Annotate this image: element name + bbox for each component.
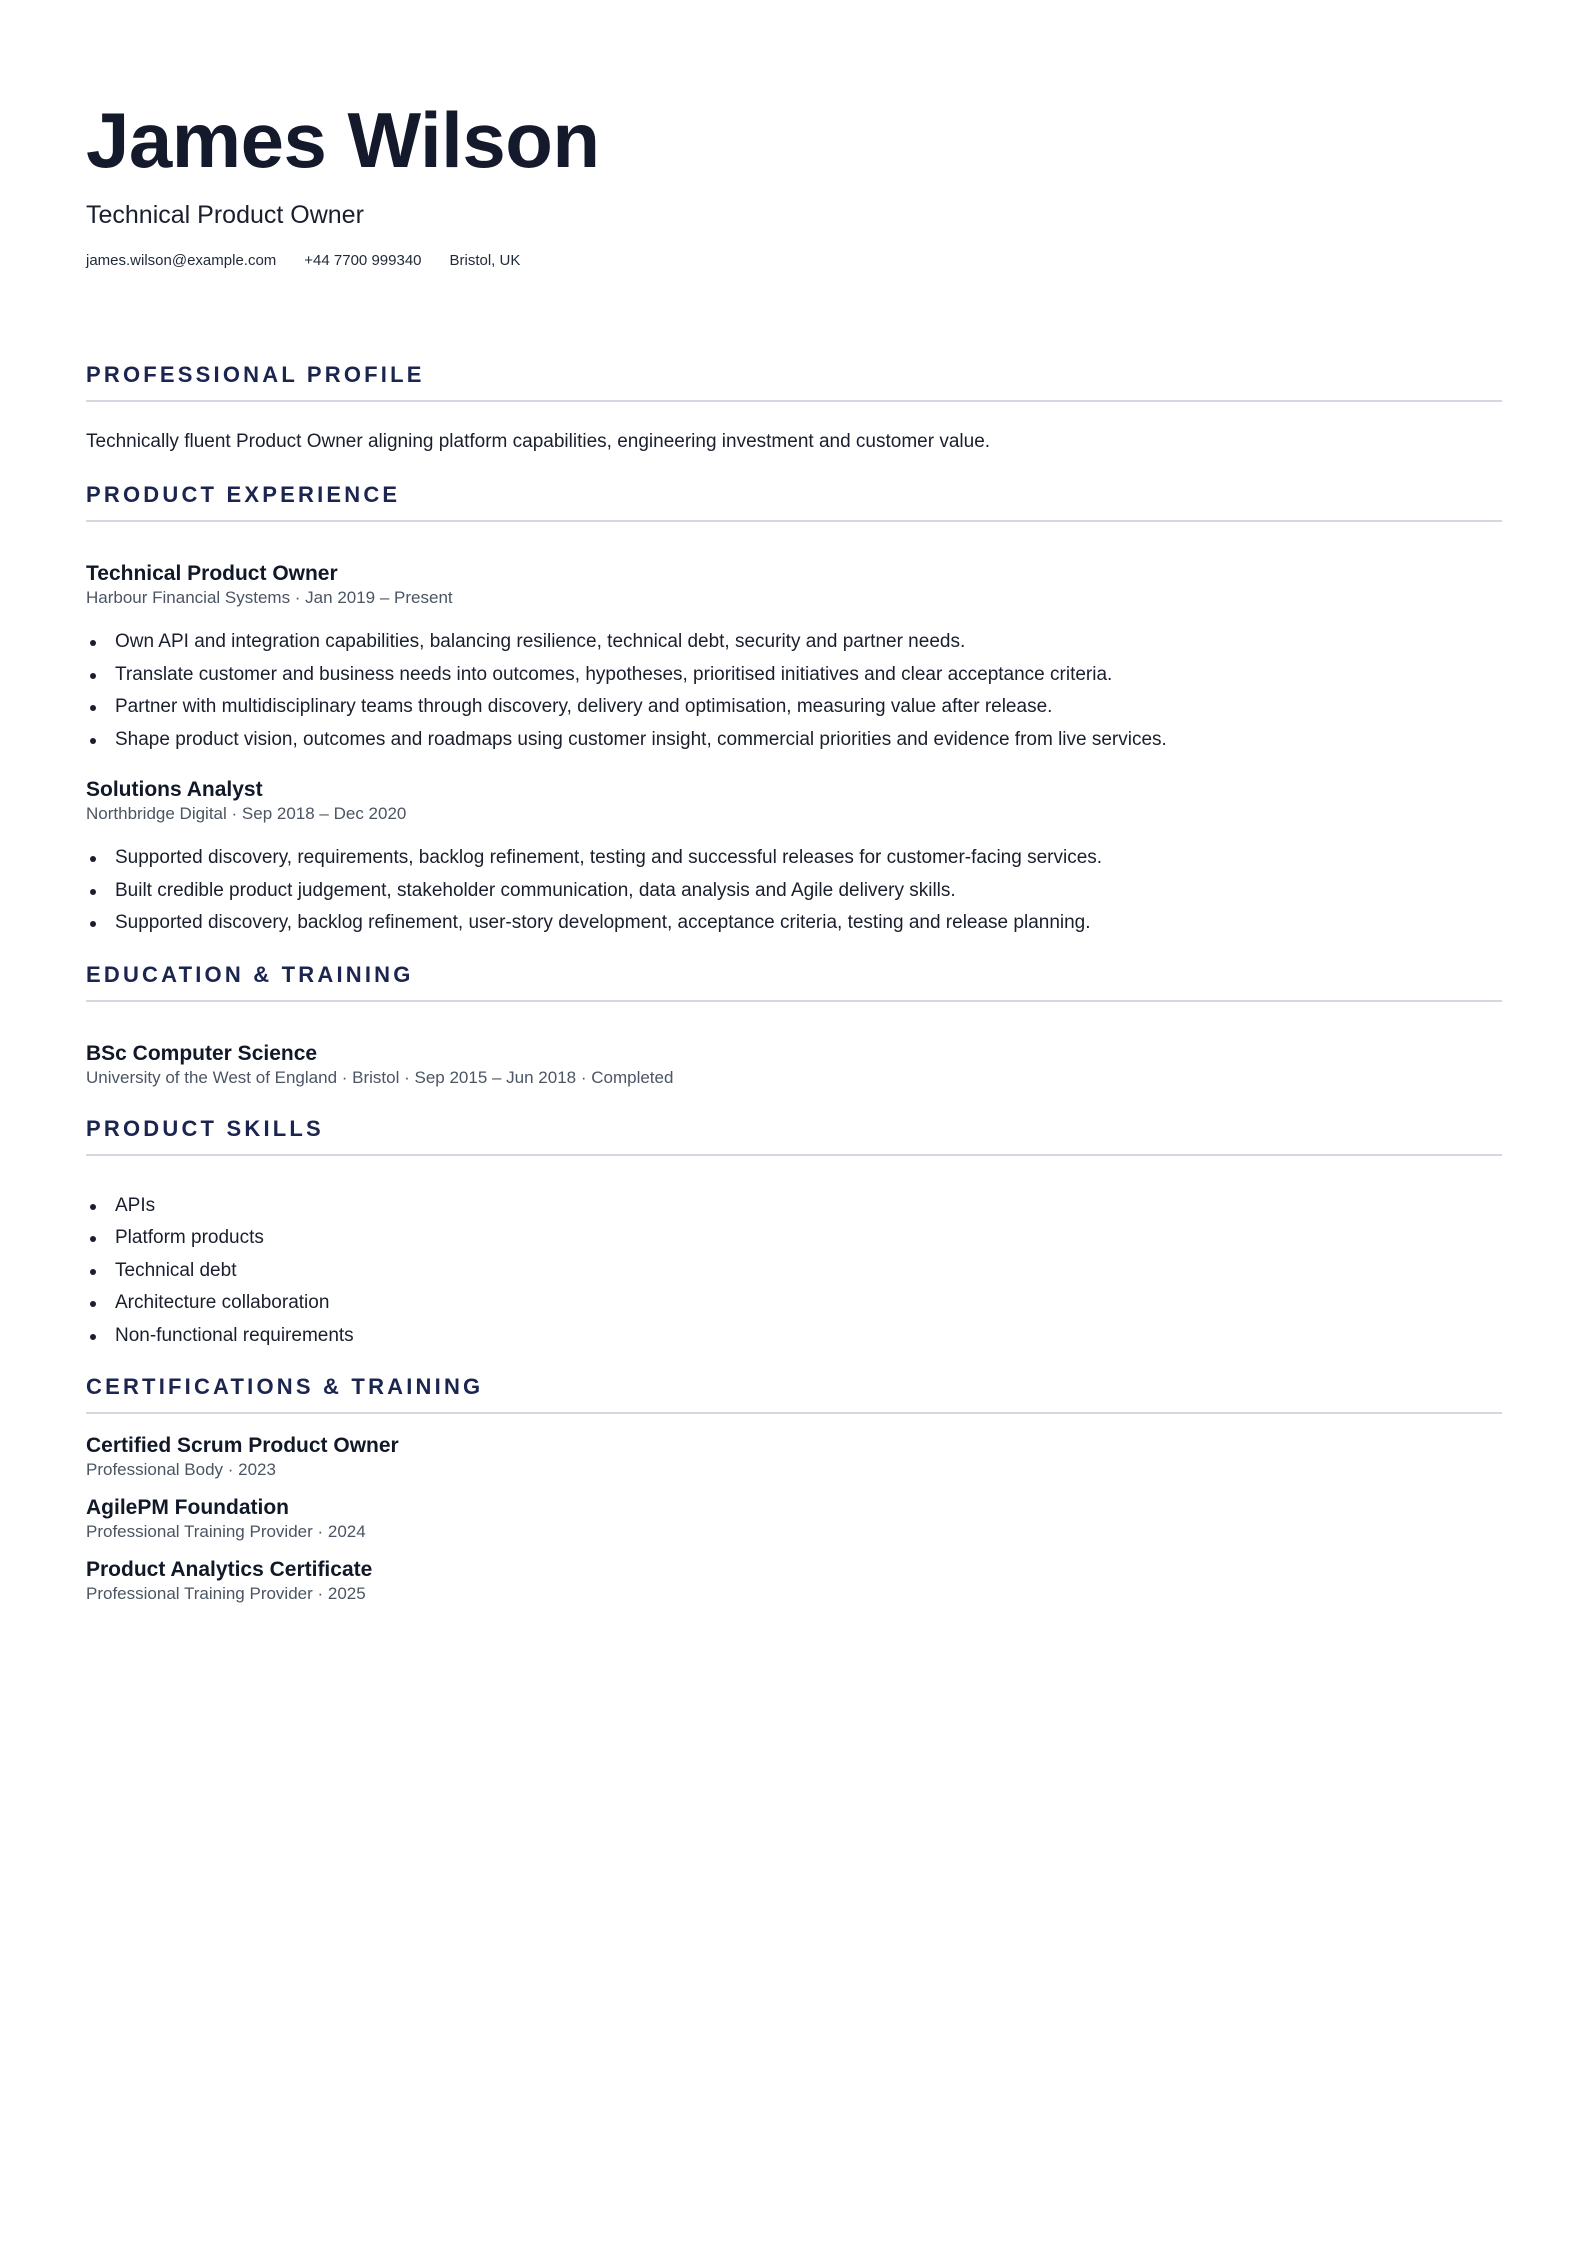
job-bullet: Supported discovery, backlog refinement, user-story development, acceptance criteria, testing and release planning. [115, 907, 1502, 940]
contact-phone: +44 7700 999340 [304, 252, 422, 269]
skill-item: Non-functional requirements [115, 1320, 1502, 1353]
job-title: Technical Product Owner [86, 562, 338, 585]
certification-entry [86, 1496, 1502, 1542]
experience-section [86, 482, 1502, 940]
job-bullet: Built credible product judgement, stakeholder communication, data analysis and Agile delivery skills. [115, 875, 1502, 908]
job-bullet: Translate customer and business needs into outcomes, hypotheses, prioritised initiatives and clear acceptance criteria. [115, 659, 1502, 692]
job-bullets [86, 626, 1502, 756]
contact-email: james.wilson@example.com [86, 252, 277, 269]
contact-location: Bristol, UK [449, 252, 521, 269]
skill-item: APIs [115, 1190, 1502, 1223]
resume-header [86, 0, 1502, 270]
job-bullets [86, 842, 1502, 940]
skills-section [86, 1116, 1502, 1353]
job-bullet: Partner with multidisciplinary teams through discovery, delivery and optimisation, measuring value after release. [115, 691, 1502, 724]
job-entry [86, 778, 1502, 940]
certification-title: AgilePM Foundation [86, 1496, 289, 1519]
job-bullet: Own API and integration capabilities, balancing resilience, technical debt, security and partner needs. [115, 626, 1502, 659]
skill-item: Architecture collaboration [115, 1287, 1502, 1320]
candidate-headline: Technical Product Owner [86, 201, 364, 229]
certification-title: Product Analytics Certificate [86, 1558, 373, 1581]
candidate-name: James Wilson [86, 96, 600, 184]
section-title-education: EDUCATION & TRAINING [86, 962, 1502, 1002]
job-meta: Harbour Financial Systems · Jan 2019 – Present [86, 588, 453, 607]
profile-section [86, 362, 1502, 454]
certifications-section [86, 1374, 1502, 1604]
degree-meta: University of the West of England · Bristol · Sep 2015 – Jun 2018 · Completed [86, 1067, 674, 1087]
section-title-certifications: CERTIFICATIONS & TRAINING [86, 1374, 1502, 1414]
contact-line [86, 252, 1502, 270]
certification-meta: Professional Body · 2023 [86, 1460, 276, 1479]
degree-title: BSc Computer Science [86, 1041, 318, 1065]
certification-entry [86, 1434, 1502, 1480]
job-bullet: Shape product vision, outcomes and roadmaps using customer insight, commercial priorities and evidence from live services. [115, 724, 1502, 757]
job-title: Solutions Analyst [86, 778, 263, 801]
certification-title: Certified Scrum Product Owner [86, 1434, 399, 1457]
section-title-experience: PRODUCT EXPERIENCE [86, 482, 1502, 522]
section-title-profile: PROFESSIONAL PROFILE [86, 362, 1502, 402]
job-meta: Northbridge Digital · Sep 2018 – Dec 2020 [86, 804, 407, 823]
section-title-skills: PRODUCT SKILLS [86, 1116, 1502, 1156]
skills-list [86, 1190, 1502, 1353]
certification-meta: Professional Training Provider · 2024 [86, 1522, 366, 1541]
certification-entry [86, 1558, 1502, 1604]
profile-summary: Technically fluent Product Owner aligning platform capabilities, engineering investment and customer value. [86, 431, 991, 452]
job-entry [86, 562, 1502, 756]
skill-item: Platform products [115, 1222, 1502, 1255]
certification-meta: Professional Training Provider · 2025 [86, 1584, 366, 1603]
job-bullet: Supported discovery, requirements, backlog refinement, testing and successful releases for customer-facing services. [115, 842, 1502, 875]
education-entry [86, 1042, 1502, 1088]
skill-item: Technical debt [115, 1255, 1502, 1288]
education-section [86, 962, 1502, 1088]
